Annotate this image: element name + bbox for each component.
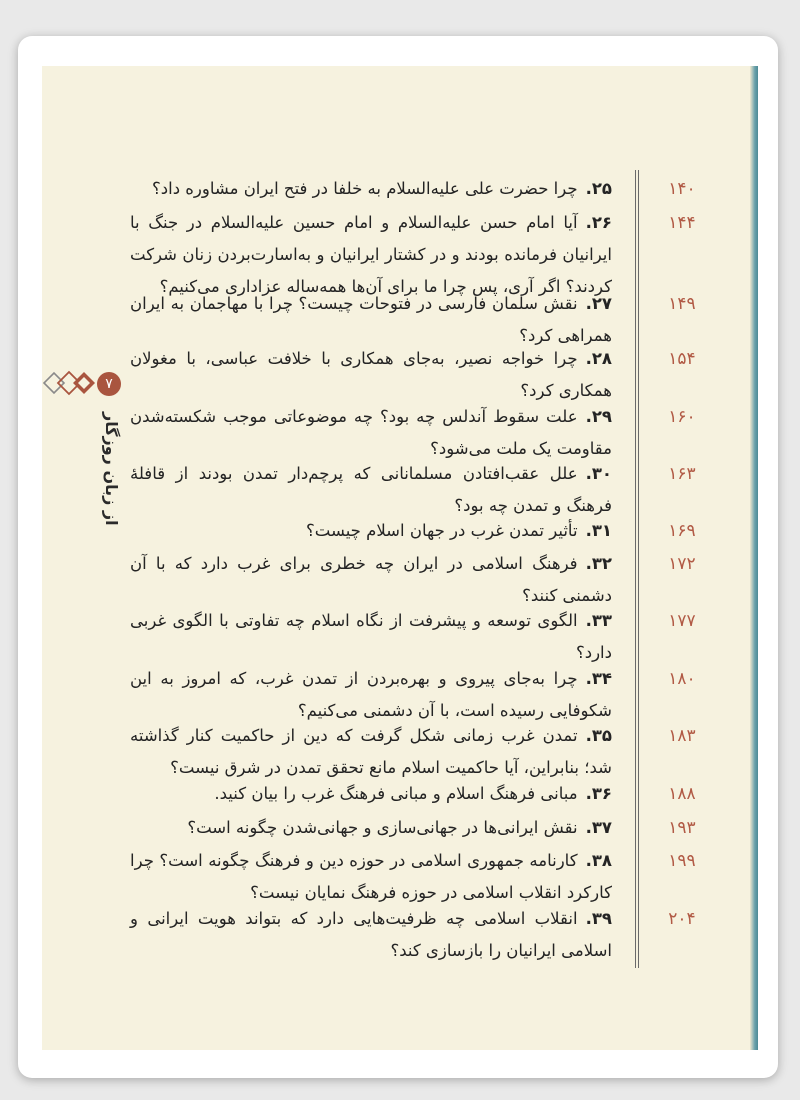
- question-text: ۳۴.چرا به‌جای پیروی و بهره‌بردن از تمدن غرب، که امروز به این شکوفایی رسیده است، با آن دشمنی می‌کنیم؟: [130, 663, 612, 727]
- question-text: ۳۳.الگوی توسعه و پیشرفت از نگاه اسلام چه تفاوتی با الگوی غربی دارد؟: [130, 605, 612, 669]
- chapter-badge: ۷: [97, 372, 121, 396]
- question-text: ۲۶.آیا امام حسن علیه‌السلام و امام حسین علیه‌السلام در جنگ با ایرانیان فرمانده بودند و در کشتار ایرانیان و به‌اسارت‌بردن زنان شرکت کردند؟ اگر آری، پس چرا ما برای آن‌ها همه‌ساله عزاداری می‌کنیم؟: [130, 207, 612, 303]
- page-number: ۱۵۴: [668, 349, 696, 369]
- question-text: ۳۶.مبانی فرهنگ اسلام و مبانی فرهنگ غرب را بیان کنید.: [130, 778, 612, 810]
- question-text: ۳۲.فرهنگ اسلامی در ایران چه خطری برای غرب دارد که با آن دشمنی کنند؟: [130, 548, 612, 612]
- question-index: ۳۲.: [585, 554, 612, 573]
- page-number: ۱۴۹: [668, 294, 696, 314]
- page-number: ۱۴۴: [668, 213, 696, 233]
- question-index: ۳۱.: [585, 521, 612, 540]
- page-number: ۱۹۹: [668, 851, 696, 871]
- question-index: ۳۷.: [585, 818, 612, 837]
- page-number: ۱۸۰: [668, 669, 696, 689]
- question-text: ۳۱.تأثیر تمدن غرب در جهان اسلام چیست؟: [130, 515, 612, 547]
- question-text: ۲۵.چرا حضرت علی علیه‌السلام به خلفا در فتح ایران مشاوره داد؟: [130, 173, 612, 205]
- question-index: ۲۹.: [585, 407, 612, 426]
- page-number: ۲۰۴: [668, 909, 696, 929]
- book-page: [42, 66, 758, 1050]
- question-text: ۳۸.کارنامه جمهوری اسلامی در حوزه دین و فرهنگ چگونه است؟ چرا کارکرد انقلاب اسلامی در حوزه فرهنگ نمایان نیست؟: [130, 845, 612, 909]
- question-index: ۳۵.: [585, 726, 612, 745]
- page-number: ۱۸۳: [668, 726, 696, 746]
- page-number: ۱۶۳: [668, 464, 696, 484]
- question-text: ۳۰.علل عقب‌افتادن مسلمانانی که پرچم‌دار تمدن بودند از قافلهٔ فرهنگ و تمدن چه بود؟: [130, 458, 612, 522]
- question-text: ۲۷.نقش سلمان فارسی در فتوحات چیست؟ چرا با مهاجمان به ایران همراهی کرد؟: [130, 288, 612, 352]
- question-index: ۳۸.: [585, 851, 612, 870]
- chapter-marker: [42, 366, 121, 526]
- page-number: ۱۷۷: [668, 611, 696, 631]
- question-text: ۲۹.علت سقوط آندلس چه بود؟ چه موضوعاتی موجب شکسته‌شدن مقاومت یک ملت می‌شود؟: [130, 401, 612, 465]
- ornament-icon: [42, 366, 98, 400]
- question-index: ۳۰.: [585, 464, 612, 483]
- question-text: ۳۹.انقلاب اسلامی چه ظرفیت‌هایی دارد که بتواند هویت ایرانی و اسلامی ایرانیان را بازسازی کند؟: [130, 903, 612, 967]
- page-number: ۱۴۰: [668, 179, 696, 199]
- page-number: ۱۷۲: [668, 554, 696, 574]
- question-text: ۳۵.تمدن غرب زمانی شکل گرفت که دین از حاکمیت کنار گذاشته شد؛ بنابراین، آیا حاکمیت اسلام مانع تحقق تمدن در شرق نیست؟: [130, 720, 612, 784]
- question-index: ۲۷.: [585, 294, 612, 313]
- page-number: ۱۹۳: [668, 818, 696, 838]
- question-text: ۳۷.نقش ایرانی‌ها در جهانی‌سازی و جهانی‌شدن چگونه است؟: [130, 812, 612, 844]
- question-index: ۲۵.: [585, 179, 612, 198]
- column-rule: [635, 170, 639, 968]
- page-edge: [750, 66, 758, 1050]
- page-number: ۱۶۰: [668, 407, 696, 427]
- question-index: ۳۹.: [585, 909, 612, 928]
- question-index: ۳۴.: [585, 669, 612, 688]
- question-index: ۲۶.: [585, 213, 612, 232]
- question-index: ۲۸.: [585, 349, 612, 368]
- running-title: از زبان روزگار: [102, 412, 121, 526]
- question-text: ۲۸.چرا خواجه نصیر، به‌جای همکاری با خلافت عباسی، با مغولان همکاری کرد؟: [130, 343, 612, 407]
- question-index: ۳۳.: [585, 611, 612, 630]
- page-number: ۱۸۸: [668, 784, 696, 804]
- page-number: ۱۶۹: [668, 521, 696, 541]
- question-index: ۳۶.: [585, 784, 612, 803]
